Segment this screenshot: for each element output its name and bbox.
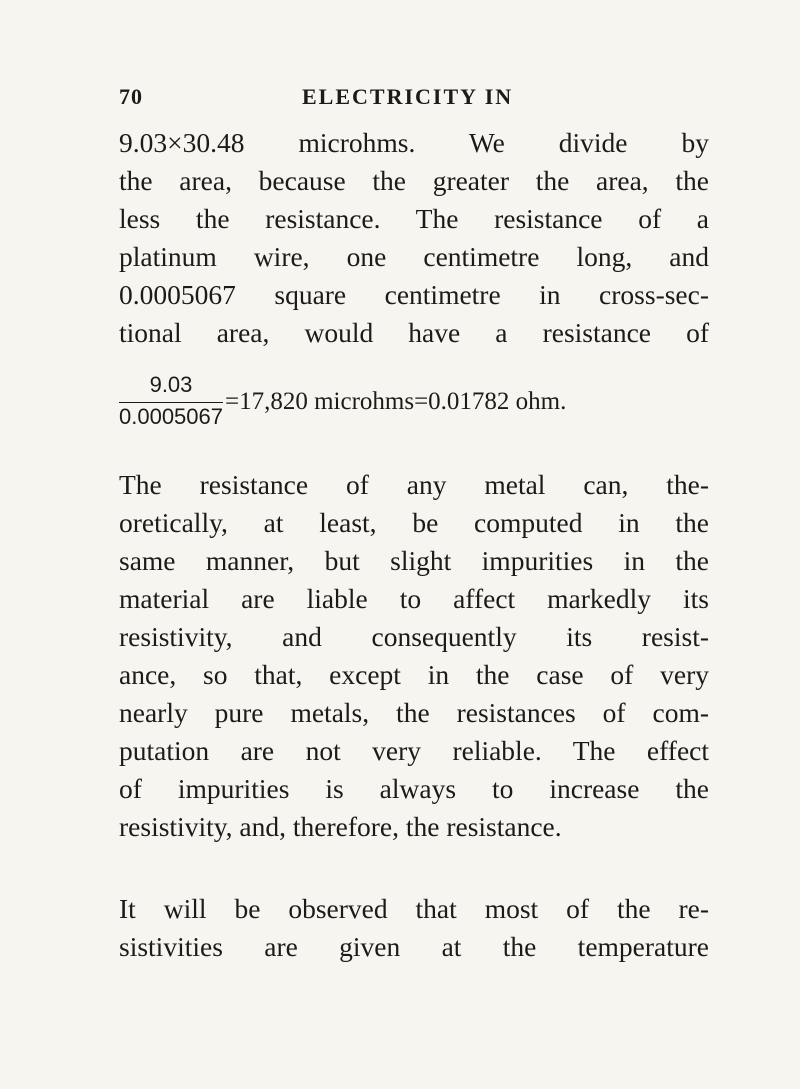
text-line: sistivities are given at the temperature <box>119 931 709 962</box>
text-line: resistivity, and consequently its resist- <box>119 621 709 652</box>
text-line: nearly pure metals, the resistances of com- <box>119 697 709 728</box>
paragraph-1 <box>119 124 709 352</box>
running-head: ELECTRICITY IN <box>302 84 514 109</box>
text-line: same manner, but slight impurities in the <box>119 545 709 576</box>
text-line: platinum wire, one centimetre long, and <box>119 241 709 272</box>
paragraph-3 <box>119 890 709 966</box>
text-line: It will be observed that most of the re- <box>119 893 709 924</box>
text-line: of impurities is always to increase the <box>119 773 709 804</box>
text-line: the area, because the greater the area, the <box>119 165 709 196</box>
text-line: ance, so that, except in the case of very <box>119 659 709 690</box>
text-line: material are liable to affect markedly its <box>119 583 709 614</box>
text-line: 9.03×30.48 microhms. We divide by <box>119 127 709 158</box>
fraction-denominator: 0.0005067 <box>119 404 223 429</box>
page-number: 70 <box>119 84 143 109</box>
text-line: 0.0005067 square centimetre in cross-sec- <box>119 279 709 310</box>
page-header <box>119 84 705 112</box>
resistance-formula <box>119 372 719 436</box>
fraction-bar <box>119 402 223 403</box>
text-line: less the resistance. The resistance of a <box>119 203 709 234</box>
text-line: putation are not very reliable. The effect <box>119 735 709 766</box>
text-line: tional area, would have a resistance of <box>119 317 709 348</box>
text-line: The resistance of any metal can, the- <box>119 469 709 500</box>
formula-result: =17,820 microhms=0.01782 ohm. <box>225 388 567 415</box>
paragraph-2 <box>119 466 709 846</box>
text-line: oretically, at least, be computed in the <box>119 507 709 538</box>
fraction-numerator: 9.03 <box>149 372 193 397</box>
text-line: resistivity, and, therefore, the resistance. <box>119 811 562 842</box>
